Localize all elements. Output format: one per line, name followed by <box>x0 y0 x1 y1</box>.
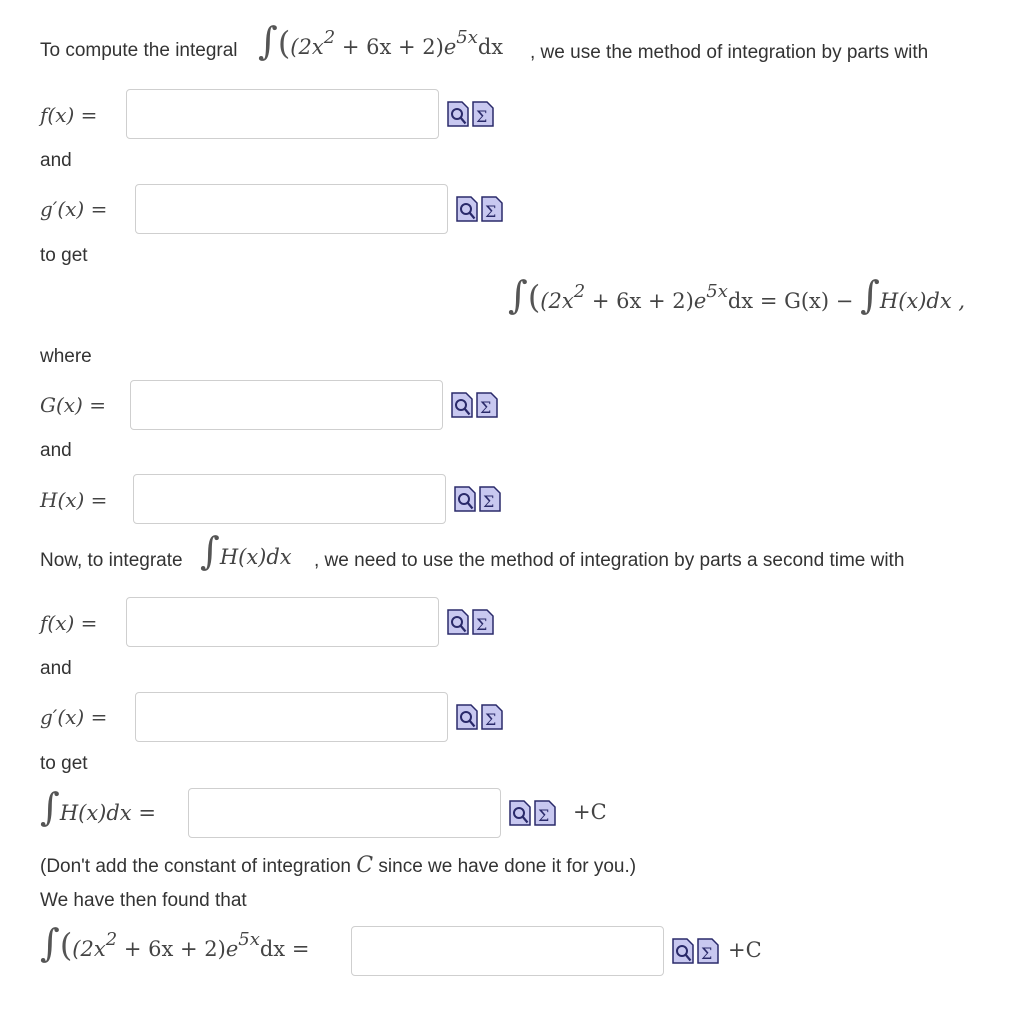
svg-text:Σ: Σ <box>480 398 492 417</box>
g2-label: g′(x) = <box>40 705 108 729</box>
f1-tools <box>447 101 494 127</box>
parts-formula: ∫((2x2 + 6x + 2)e5xdx = G(x) − ∫H(x)dx , <box>508 273 966 317</box>
f2-label: f(x) = <box>40 611 98 635</box>
g2-tools <box>456 704 503 730</box>
preview-icon[interactable] <box>447 609 469 635</box>
where-text: where <box>40 346 92 367</box>
conclusion-text: We have then found that <box>40 890 247 911</box>
preview-icon[interactable] <box>447 101 469 127</box>
final-integral: ∫((2x2 + 6x + 2)e5xdx = <box>40 921 310 965</box>
f1-label: f(x) = <box>40 103 98 127</box>
Hint-input[interactable] <box>188 788 501 838</box>
g1-input[interactable] <box>135 184 448 234</box>
preview-icon[interactable] <box>509 800 531 826</box>
g1-tools <box>456 196 503 222</box>
equation-editor-icon[interactable] <box>476 392 498 418</box>
equation-editor-icon[interactable] <box>472 101 494 127</box>
svg-text:Σ: Σ <box>538 806 550 825</box>
equation-editor-icon[interactable] <box>534 800 556 826</box>
to-get-2: to get <box>40 753 88 774</box>
svg-text:Σ: Σ <box>476 107 488 126</box>
svg-text:Σ: Σ <box>476 615 488 634</box>
and-2: and <box>40 440 72 461</box>
and-1: and <box>40 150 72 171</box>
intro-prefix: To compute the integral <box>40 40 238 61</box>
g1-label: g′(x) = <box>40 197 108 221</box>
equation-editor-icon[interactable] <box>481 704 503 730</box>
equation-editor-icon[interactable] <box>472 609 494 635</box>
second-integral: ∫H(x)dx <box>200 529 292 573</box>
equation-editor-icon[interactable] <box>697 938 719 964</box>
final-input[interactable] <box>351 926 664 976</box>
svg-text:Σ: Σ <box>485 202 497 221</box>
plus-c-2: +C <box>728 938 762 962</box>
svg-text:Σ: Σ <box>485 710 497 729</box>
final-tools <box>672 938 719 964</box>
plus-c-1: +C <box>573 800 607 824</box>
Hint-label: ∫H(x)dx = <box>40 785 156 829</box>
f1-input[interactable] <box>126 89 439 139</box>
preview-icon[interactable] <box>454 486 476 512</box>
and-3: and <box>40 658 72 679</box>
note-text: (Don't add the constant of integration C since we have done it for you.) <box>40 853 637 878</box>
H-label: H(x) = <box>40 488 108 512</box>
H-input[interactable] <box>133 474 446 524</box>
H-tools <box>454 486 501 512</box>
preview-icon[interactable] <box>451 392 473 418</box>
Hint-tools <box>509 800 556 826</box>
f2-input[interactable] <box>126 597 439 647</box>
second-prefix: Now, to integrate <box>40 550 183 571</box>
second-suffix: , we need to use the method of integration by parts a second time with <box>314 550 905 571</box>
svg-text:Σ: Σ <box>483 492 495 511</box>
to-get-1: to get <box>40 245 88 266</box>
preview-icon[interactable] <box>456 704 478 730</box>
equation-editor-icon[interactable] <box>481 196 503 222</box>
equation-editor-icon[interactable] <box>479 486 501 512</box>
svg-text:Σ: Σ <box>701 944 713 963</box>
g2-input[interactable] <box>135 692 448 742</box>
G-tools <box>451 392 498 418</box>
preview-icon[interactable] <box>672 938 694 964</box>
G-label: G(x) = <box>40 393 106 417</box>
f2-tools <box>447 609 494 635</box>
G-input[interactable] <box>130 380 443 430</box>
intro-integral: ∫((2x2 + 6x + 2)e5xdx <box>258 19 504 63</box>
preview-icon[interactable] <box>456 196 478 222</box>
intro-suffix: , we use the method of integration by parts with <box>530 42 929 63</box>
